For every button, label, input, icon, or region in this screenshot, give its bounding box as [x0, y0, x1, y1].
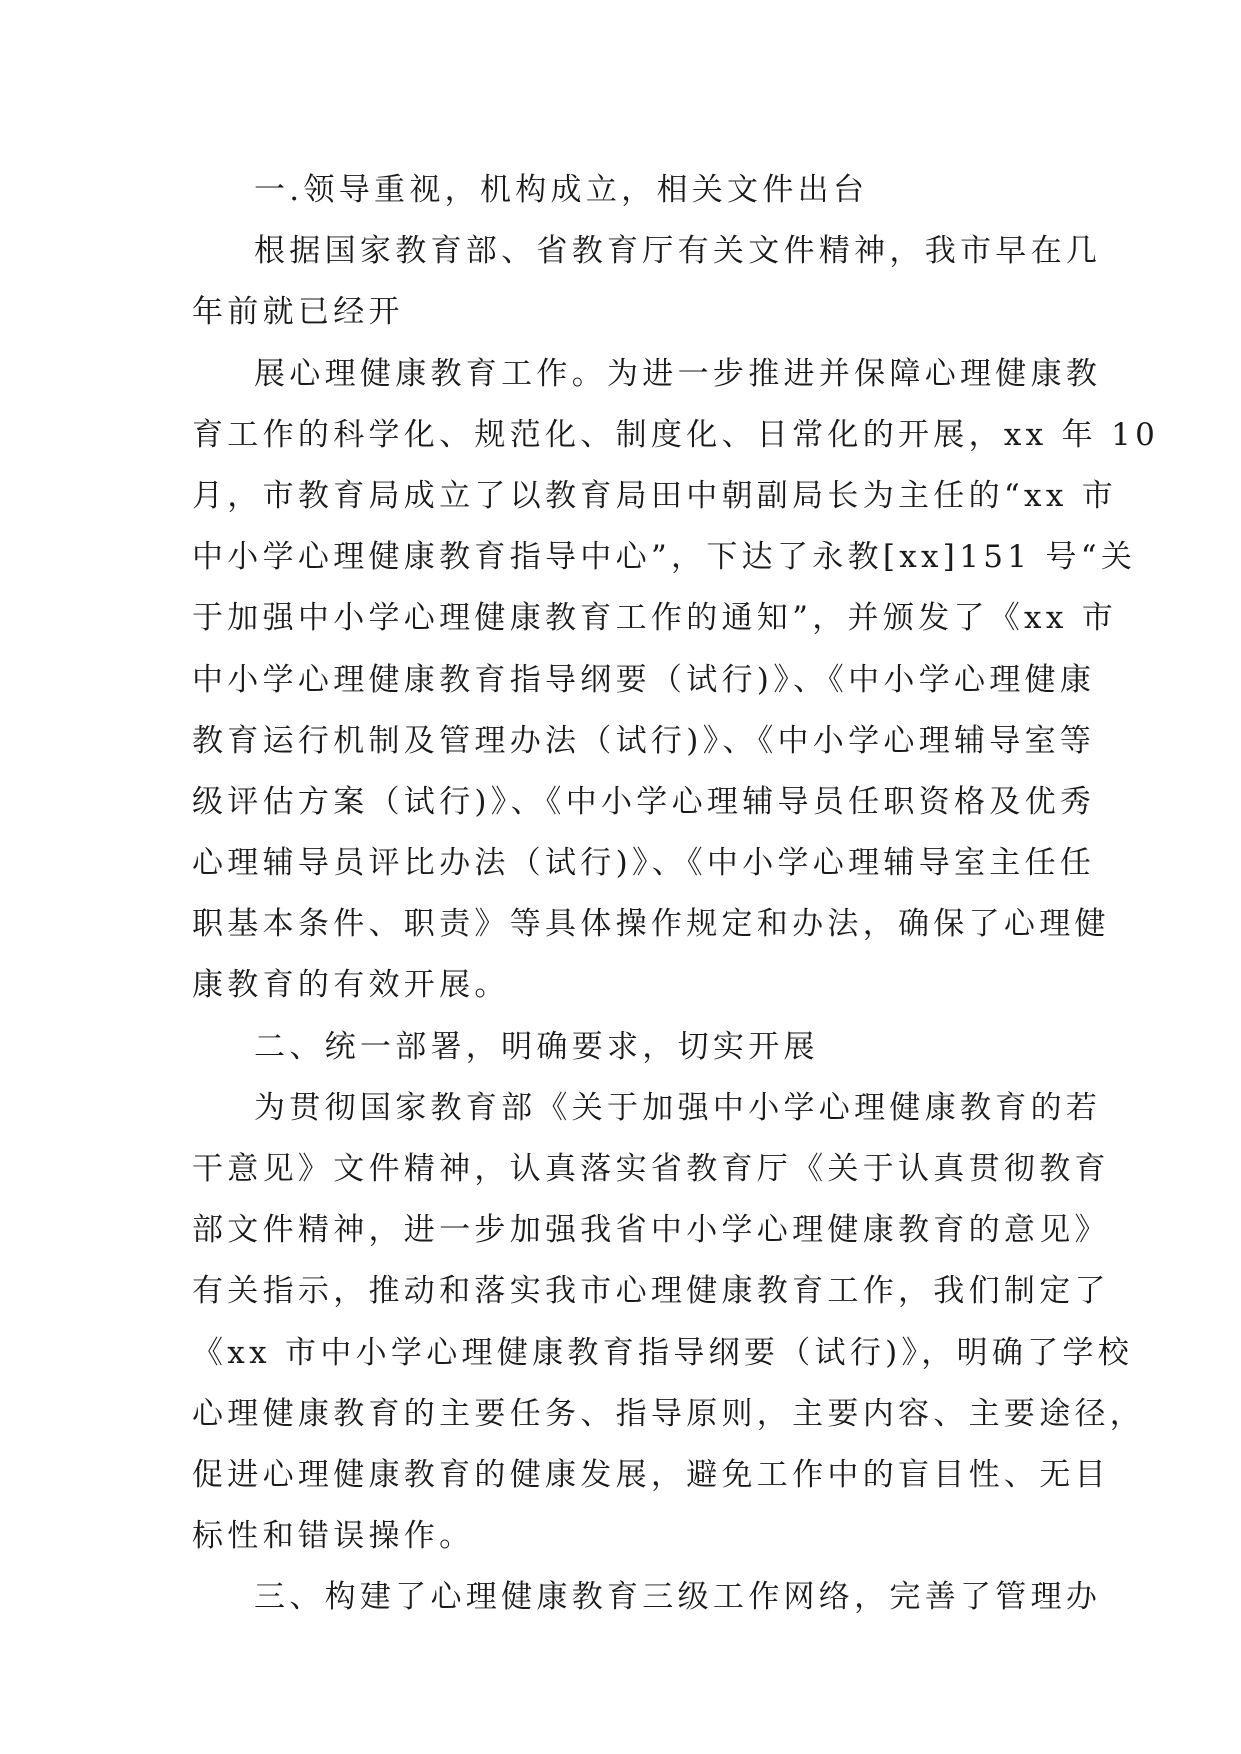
text-line: 教育运行机制及管理办法（试行)》、《中小学心理辅导室等 [192, 722, 1096, 759]
text-line: 三、构建了心理健康教育三级工作网络，完善了管理办 [254, 1579, 1102, 1616]
text-line: 为贯彻国家教育部《关于加强中小学心理健康教育的若 [254, 1089, 1102, 1126]
text-line: 部文件精神，进一步加强我省中小学心理健康教育的意见》 [192, 1212, 1110, 1249]
text-line: 职基本条件、职责》等具体操作规定和办法，确保了心理健 [192, 906, 1110, 943]
text-line: 根据国家教育部、省教育厅有关文件精神，我市早在几 [254, 233, 1102, 270]
text-line: 心理健康教育的主要任务、指导原则，主要内容、主要途径， [192, 1395, 1146, 1432]
text-line: 中小学心理健康教育指导纲要（试行)》、《中小学心理健康 [192, 661, 1096, 698]
text-line: 标性和错误操作。 [192, 1518, 475, 1555]
text-line: 展心理健康教育工作。为进一步推进并保障心理健康教 [254, 355, 1102, 392]
text-line: 《xx 市中小学心理健康教育指导纲要（试行)》，明确了学校 [192, 1334, 1134, 1371]
text-line: 有关指示，推动和落实我市心理健康教育工作，我们制定了 [192, 1273, 1110, 1310]
text-line: 康教育的有效开展。 [192, 967, 510, 1004]
text-line: 中小学心理健康教育指导中心”，下达了永教[xx]151 号“关 [192, 539, 1137, 576]
text-line: 月，市教育局成立了以教育局田中朝副局长为主任的“xx 市 [192, 477, 1118, 514]
text-line: 二、统一部署，明确要求，切实开展 [254, 1028, 819, 1065]
text-line: 级评估方案（试行)》、《中小学心理辅导员任职资格及优秀 [192, 783, 1096, 820]
text-line: 育工作的科学化、规范化、制度化、日常化的开展，xx 年 10 [192, 416, 1160, 453]
document-body [192, 160, 1160, 1629]
text-line: 心理辅导员评比办法（试行)》、《中小学心理辅导室主任任 [192, 845, 1096, 882]
text-line: 于加强中小学心理健康教育工作的通知”，并颁发了《xx 市 [192, 600, 1118, 637]
text-line: 一.领导重视，机构成立，相关文件出台 [254, 172, 869, 208]
text-line: 干意见》文件精神，认真落实省教育厅《关于认真贯彻教育 [192, 1151, 1110, 1187]
text-line: 年前就已经开 [192, 294, 404, 331]
text-line: 促进心理健康教育的健康发展，避免工作中的盲目性、无目 [192, 1456, 1110, 1493]
